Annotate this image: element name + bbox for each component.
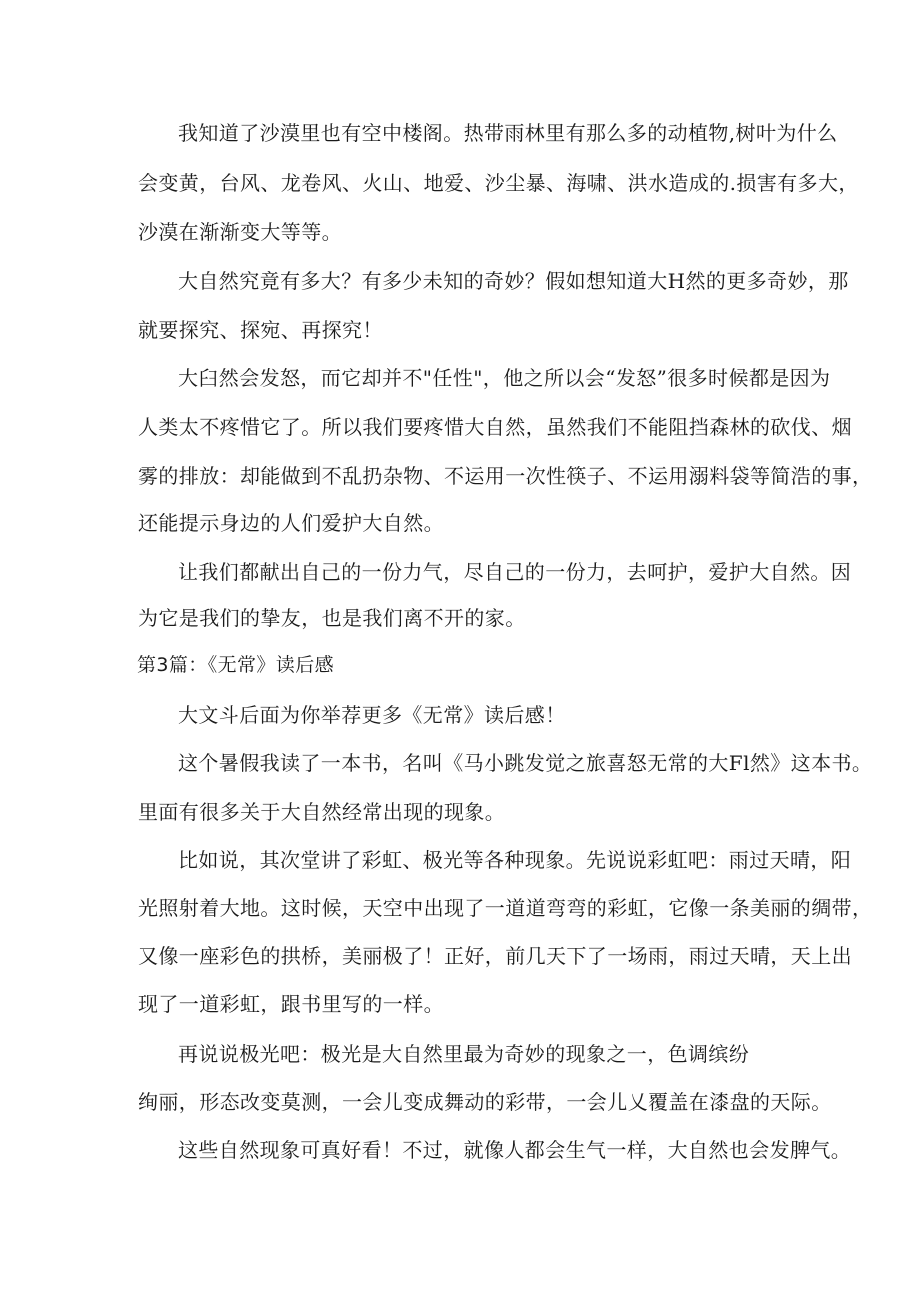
paragraph-line: 又像一座彩色的拱桥，美丽极了！正好，前几天下了一场雨，雨过天晴，天上出 bbox=[138, 944, 852, 968]
paragraph-line: 沙漠在渐渐变大等等。 bbox=[138, 220, 342, 244]
section-heading: 第3篇：《无常》读后感 bbox=[137, 654, 334, 676]
paragraph-line: 还能提示身边的人们爱护大自然。 bbox=[138, 511, 444, 535]
paragraph-line: 这个暑假我读了一本书，名叫《马小跳发觉之旅喜怒无常的大Fl然》这本书。 bbox=[178, 751, 873, 775]
paragraph-line: 比如说，其次堂讲了彩虹、极光等各种现象。先说说彩虹吧：雨过天晴，阳 bbox=[178, 848, 852, 872]
paragraph-line: 雾的排放：却能做到不乱扔杂物、不运用一次性筷子、不运用溺料袋等简浩的事， bbox=[138, 464, 873, 488]
paragraph-line: 大自然究竟有多大？有多少未知的奇妙？假如想知道大H然的更多奇妙，那 bbox=[178, 269, 849, 293]
paragraph-line: 人类太不疼惜它了。所以我们要疼惜大自然，虽然我们不能阻挡森林的砍伐、烟 bbox=[138, 415, 852, 439]
paragraph-line: 为它是我们的挚友，也是我们离不开的家。 bbox=[138, 606, 526, 630]
paragraph-line: 里面有很多关于大自然经常出现的现象。 bbox=[138, 800, 506, 824]
paragraph-line: 我知道了沙漠里也有空中楼阁。热带雨林里有那么多的动植物,树叶为什么 bbox=[178, 121, 838, 145]
paragraph-line: 光照射着大地。这时候，天空中出现了一道道弯弯的彩虹，它像一条美丽的绸带， bbox=[138, 896, 873, 920]
paragraph-line: 大臼然会发怒，而它却并不"任性"，他之所以会“发怒”很多时候都是因为 bbox=[178, 366, 831, 390]
paragraph-line: 让我们都献出自己的一份力气，尽自己的一份力，去呵护，爱护大自然。因 bbox=[178, 560, 852, 584]
paragraph-line: 就要探究、探宛、再探究！ bbox=[138, 318, 383, 342]
paragraph-line: 会变黄，台风、龙卷风、火山、地爱、沙尘暴、海啸、洪水造成的.损害有多大， bbox=[138, 171, 859, 195]
paragraph-line: 这些自然现象可真好看！不过，就像人都会生气一样，大自然也会发脾气。 bbox=[178, 1138, 852, 1162]
paragraph-line: 绚丽，形态改变莫测，一会儿变成舞动的彩带，一会儿乂覆盖在漆盘的天际。 bbox=[138, 1090, 832, 1114]
paragraph-line: 大文斗后面为你举荐更多《无常》读后感！ bbox=[178, 703, 566, 727]
paragraph-line: 现了一道彩虹，跟书里写的一样。 bbox=[138, 992, 444, 1016]
paragraph-line: 再说说极光吧：极光是大自然里最为奇妙的现象之一，色调缤纷 bbox=[178, 1042, 750, 1066]
